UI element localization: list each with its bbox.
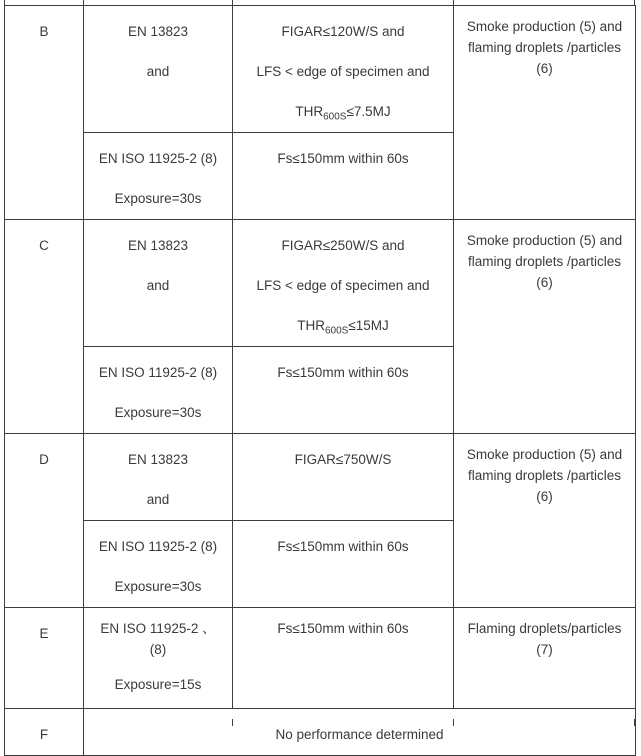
class-cell-e (5, 608, 84, 709)
additional-line: Smoke production (5) and (466, 233, 623, 248)
method-line: EN ISO 11925-2 (8) (98, 151, 218, 166)
table-row (5, 434, 636, 521)
table-row (5, 6, 636, 133)
criteria-cell-e (233, 608, 454, 709)
additional-line: (6) (536, 489, 553, 504)
additional-line: Flaming droplets/particles (467, 621, 622, 636)
criteria-line: Fs≤150mm within 60s (277, 539, 409, 554)
criteria-line: Fs≤150mm within 60s (277, 621, 409, 636)
method-line: Exposure=30s (114, 405, 202, 420)
method-cell-b-top (84, 6, 233, 133)
additional-cell-e (454, 608, 636, 709)
criteria-cell-b-top (233, 6, 454, 133)
criteria-line: LFS < edge of specimen and (256, 64, 430, 79)
method-cell-c-top (84, 220, 233, 347)
criteria-cell-b-bottom (233, 133, 454, 220)
method-cell-d-bottom (84, 521, 233, 608)
criteria-cell-c-top (233, 220, 454, 347)
class-letter: C (39, 238, 49, 253)
criteria-cell-c-bottom (233, 347, 454, 434)
method-cell-e (84, 608, 233, 709)
criteria-line: Fs≤150mm within 60s (277, 365, 409, 380)
criteria-line: FIGAR≤120W/S and (281, 24, 405, 39)
additional-line: (6) (536, 61, 553, 76)
note-text: No performance determined (275, 727, 444, 742)
note-cell-f (84, 709, 636, 756)
criteria-cell-d-top (233, 434, 454, 521)
class-cell-d (5, 434, 84, 608)
method-line: Exposure=15s (114, 677, 202, 692)
method-line: and (146, 278, 170, 293)
class-cell-c (5, 220, 84, 434)
thr-post: ≤7.5MJ (346, 104, 391, 119)
additional-cell-b (454, 6, 636, 220)
method-line: Exposure=30s (114, 579, 202, 594)
thr-pre: THR (297, 318, 325, 333)
table-row (5, 608, 636, 709)
criteria-cell-d-bottom (233, 521, 454, 608)
method-line: EN ISO 11925-2 、 (100, 621, 216, 636)
method-line: (8) (149, 642, 167, 657)
method-line: EN 13823 (127, 238, 189, 253)
criteria-line: FIGAR≤750W/S (294, 452, 392, 467)
method-cell-c-bottom (84, 347, 233, 434)
class-letter: B (39, 24, 49, 39)
additional-line: flaming droplets /particles (467, 468, 622, 483)
criteria-line: LFS < edge of specimen and (256, 278, 430, 293)
thr-pre: THR (295, 104, 324, 119)
thr-subscript: 600S (324, 325, 349, 337)
criteria-line-thr (233, 306, 453, 346)
method-cell-b-bottom (84, 133, 233, 220)
method-line: and (146, 64, 170, 79)
method-cell-d-top (84, 434, 233, 521)
method-line: EN 13823 (127, 452, 189, 467)
table-row (5, 220, 636, 347)
additional-line: (6) (536, 275, 553, 290)
method-line: EN ISO 11925-2 (8) (98, 365, 218, 380)
method-line: and (146, 492, 170, 507)
additional-cell-d (454, 434, 636, 608)
criteria-line: Fs≤150mm within 60s (277, 151, 409, 166)
class-letter: F (39, 727, 49, 742)
thr-subscript: 600S (323, 111, 347, 123)
method-line: EN ISO 11925-2 (8) (98, 539, 218, 554)
criteria-line: FIGAR≤250W/S and (281, 238, 405, 253)
class-letter: D (39, 452, 49, 467)
class-cell-f (5, 709, 84, 756)
table-row (5, 709, 636, 756)
method-line: Exposure=30s (114, 191, 202, 206)
class-letter: E (39, 626, 49, 641)
thr-post: ≤15MJ (348, 318, 389, 333)
criteria-line-thr (233, 92, 453, 132)
method-line: EN 13823 (127, 24, 189, 39)
additional-line: Smoke production (5) and (466, 19, 623, 34)
class-cell-b (5, 6, 84, 220)
additional-cell-c (454, 220, 636, 434)
additional-line: Smoke production (5) and (466, 447, 623, 462)
additional-line: flaming droplets /particles (467, 254, 622, 269)
classification-table (4, 5, 636, 756)
additional-line: flaming droplets /particles (467, 40, 622, 55)
additional-line: (7) (536, 642, 553, 657)
